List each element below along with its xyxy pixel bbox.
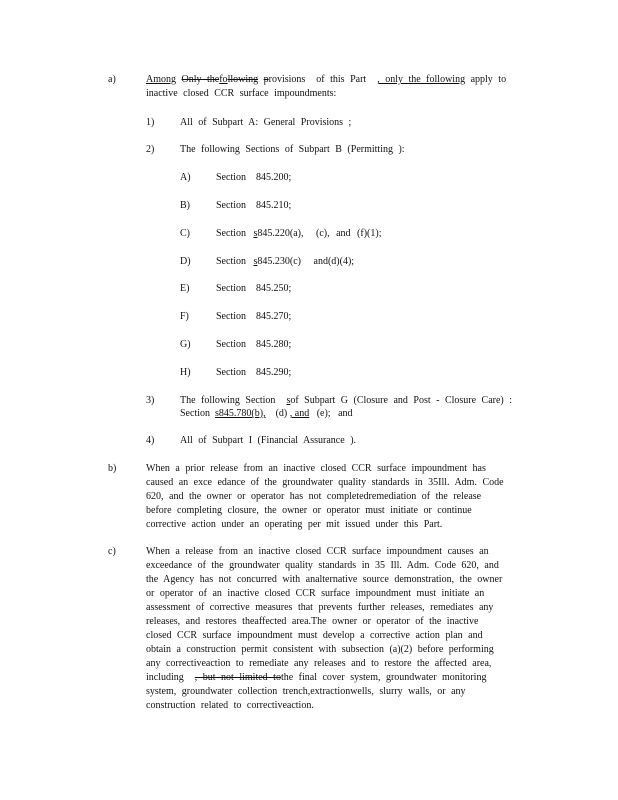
- subsection-b-line2: caused an exce edance of the groundwater quality standards in 35Ill. Adm. Code: [146, 477, 504, 488]
- subsection-c-line7: closed CCR surface impoundment must develop a corrective action plan and: [146, 630, 483, 641]
- subsection-a-line2: inactive closed CCR surface impoundments:: [146, 88, 337, 99]
- struck-text: llowing: [227, 74, 259, 85]
- subsection-c-label: c): [108, 546, 116, 557]
- item-4-text: All of Subpart I (Financial Assurance ).: [180, 435, 357, 446]
- subsection-c-line2: exceedance of the groundwater quality standards in 35 Ill. Adm. Code 620, and: [146, 560, 499, 571]
- subsection-b-label: b): [108, 463, 117, 474]
- section-h-text: Section 845.290;: [216, 367, 292, 378]
- section-f-text: Section 845.270;: [216, 311, 292, 322]
- section-b-label: B): [180, 200, 190, 211]
- subsection-c-line9: any correctiveaction to remediate any releases and to restore the affected area,: [146, 658, 492, 669]
- item-1-label: 1): [146, 117, 155, 128]
- subsection-c-line11: system, groundwater collection trench,extractionwells, slurry walls, or any: [146, 686, 466, 697]
- body-text: rovisions: [268, 74, 306, 85]
- section-a-text: Section 845.200;: [216, 172, 292, 183]
- item-3-line2: Section s845.780(b), (d) , and (e); and: [180, 408, 353, 419]
- section-h-label: H): [180, 367, 191, 378]
- struck-text: Only the: [181, 74, 220, 85]
- inserted-text: s: [253, 256, 258, 267]
- section-f-label: F): [180, 311, 189, 322]
- section-d-text: Section s845.230(c) and(d)(4);: [216, 256, 355, 267]
- subsection-c-line5: assessment of corrective measures that prevents further releases, remediates any: [146, 602, 494, 613]
- inserted-text: , only the following: [377, 74, 466, 85]
- item-2-label: 2): [146, 144, 155, 155]
- item-4-label: 4): [146, 435, 155, 446]
- item-2-text: The following Sections of Subpart B (Permitting ):: [180, 144, 405, 155]
- section-g-label: G): [180, 339, 191, 350]
- subsection-c-line12: construction related to correctiveaction.: [146, 700, 314, 711]
- section-e-label: E): [180, 283, 190, 294]
- section-c-text: Section s845.220(a), (c), and (f)(1);: [216, 228, 382, 239]
- body-text: apply to: [470, 74, 507, 85]
- subsection-b-line1: When a prior release from an inactive closed CCR surface impoundment has: [146, 463, 486, 474]
- subsection-b-line5: corrective action under an operating per mit issued under this Part.: [146, 519, 443, 530]
- section-b-text: Section 845.210;: [216, 200, 292, 211]
- inserted-text: s: [253, 228, 258, 239]
- section-d-label: D): [180, 256, 191, 267]
- inserted-text: Among: [146, 74, 176, 85]
- item-3-line1: The following Section sof Subpart G (Closure and Post - Closure Care) :: [180, 395, 513, 406]
- subsection-c-line4: or operator of an inactive closed CCR surface impoundment must initiate an: [146, 588, 485, 599]
- inserted-text: , and: [289, 408, 310, 419]
- section-c-label: C): [180, 228, 190, 239]
- section-g-text: Section 845.280;: [216, 339, 292, 350]
- subsection-c-line3: the Agency has not concurred with analternative source demonstration, the owner: [146, 574, 503, 585]
- item-3-label: 3): [146, 395, 155, 406]
- subsection-a-line1: [146, 73, 506, 86]
- subsection-b-line3: 620, and the owner or operator has not completedremediation of the release: [146, 491, 482, 502]
- section-a-label: A): [180, 172, 191, 183]
- body-text: of this Part: [316, 74, 367, 85]
- subsection-c-line1: When a release from an inactive closed CCR surface impoundment causes an: [146, 546, 489, 557]
- item-1-text: All of Subpart A: General Provisions ;: [180, 117, 352, 128]
- struck-text: p: [263, 74, 269, 85]
- section-e-text: Section 845.250;: [216, 283, 292, 294]
- subsection-c-line8: obtain a construction permit consistent with subsection (a)(2) before performing: [146, 644, 494, 655]
- struck-text: , but not limited to: [194, 672, 281, 683]
- subsection-b-line4: before completing closure, the owner or operator must initiate or continue: [146, 505, 472, 516]
- subsection-c-line10: including , but not limited tothe final cover system, groundwater monitoring: [146, 672, 487, 683]
- subsection-a-label: a): [108, 74, 116, 85]
- inserted-text: fo: [219, 74, 228, 85]
- inserted-text: 845.780(b),: [218, 408, 266, 419]
- inserted-text: s: [215, 408, 219, 419]
- inserted-text: s: [286, 395, 291, 406]
- subsection-c-line6: releases, and restores theaffected area.The owner or operator of the inactive: [146, 616, 479, 627]
